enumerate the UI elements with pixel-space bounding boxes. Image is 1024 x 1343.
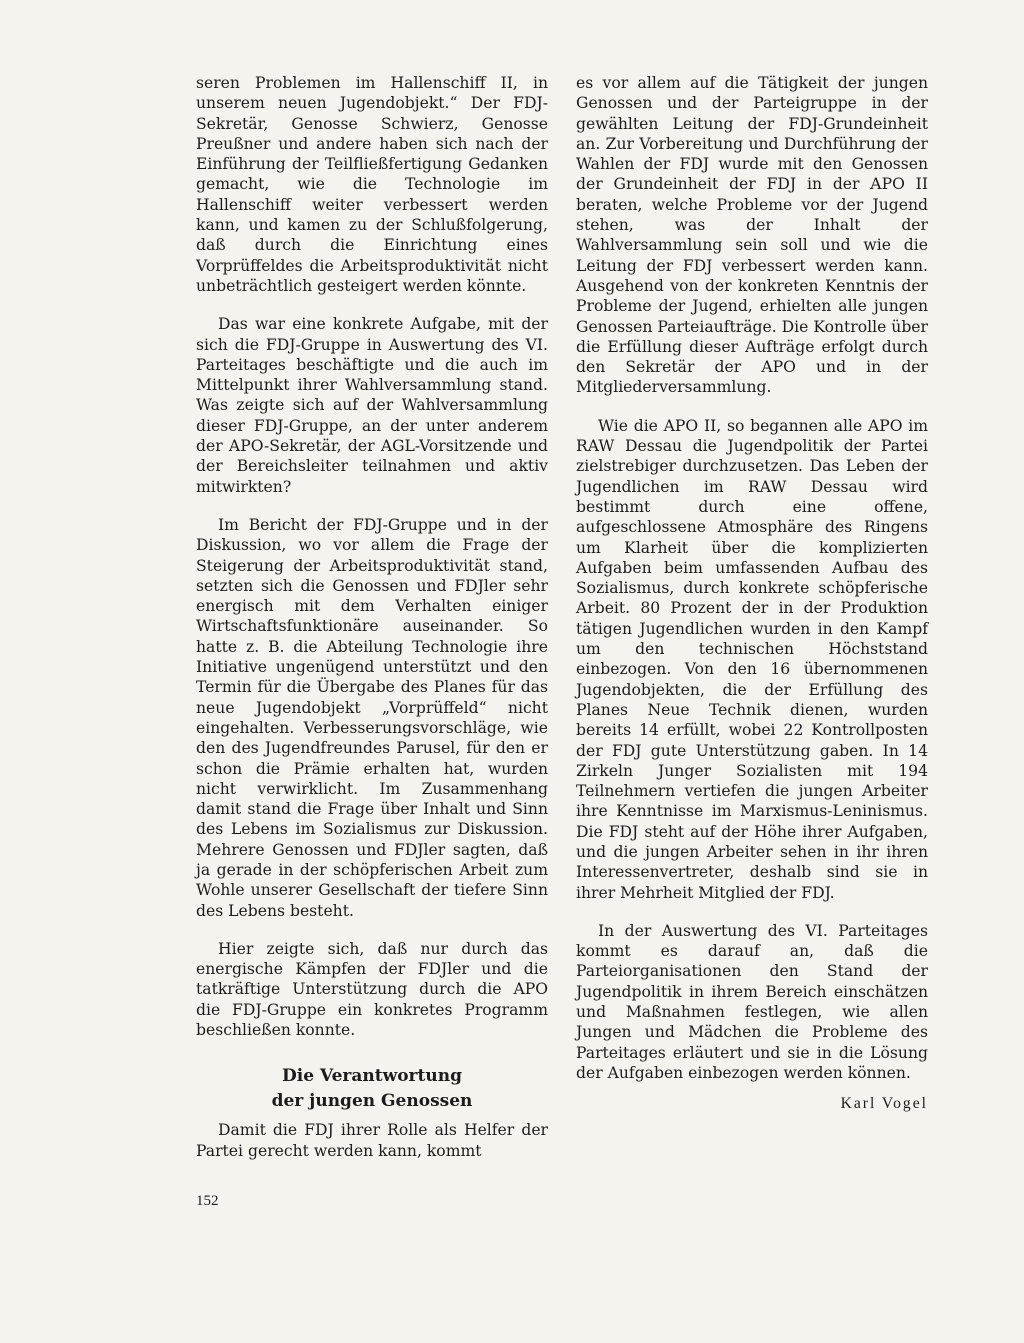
left-paragraph-2: Das war eine konkrete Aufgabe, mit der sich die FDJ-Gruppe in Auswertung des VI. Parteitages beschäftigte und die auch im Mittelpunkt ihrer Wahlversammlung stand. Was zeigte sich auf der Wahlversammlung dieser FDJ-Gruppe, an der unter anderem der APO-Sekretär, der AGL-Vorsitzende und der Bereichsleiter teilnahmen und aktiv mitwirkten? [196, 315, 548, 496]
page-number: 152 [196, 1193, 219, 1209]
right-paragraph-1: es vor allem auf die Tätigkeit der jungen Genossen und der Parteigruppe in der gewählten Leitung der FDJ-Grundeinheit an. Zur Vorbereitung und Durchführung der Wahlen der FDJ wurde mit den Genossen der Grundeinheit der FDJ in der APO II beraten, welche Probleme vor der Jugend stehen, was der Inhalt der Wahlversammlung sein soll und wie die Leitung der FDJ verbessert werden kann. Ausgehend von der konkreten Kenntnis der Probleme der Jugend, erhielten alle jungen Genossen Parteiaufträge. Die Kontrolle über die Erfüllung dieser Aufträge erfolgt durch den Sekretär der APO und in der Mitgliederversammlung. [576, 74, 928, 397]
section-heading [196, 1064, 548, 1114]
right-paragraph-3: In der Auswertung des VI. Parteitages kommt es darauf an, daß die Parteiorganisationen den Stand der Jugendpolitik in ihrem Bereich einschätzen und Maßnahmen festlegen, wie allen Jungen und Mädchen die Probleme des Parteitages erläutert und sie in die Lösung der Aufgaben einbezogen werden können. [576, 921, 928, 1082]
left-paragraph-5: Damit die FDJ ihrer Rolle als Helfer der Partei gerecht werden kann, kommt [196, 1121, 548, 1160]
left-column [196, 73, 548, 1161]
left-paragraph-4: Hier zeigte sich, daß nur durch das energische Kämpfen der FDJler und die tatkräftige Unterstützung durch die APO die FDJ-Gruppe ein konkretes Programm beschließen konnte. [196, 939, 548, 1040]
right-paragraph-2: Wie die APO II, so begannen alle APO im RAW Dessau die Jugendpolitik der Partei zielstrebiger durchzusetzen. Das Leben der Jugendlichen im RAW Dessau wird bestimmt durch eine offene, aufgeschlossene Atmosphäre des Ringens um Klarheit über die komplizierten Aufgaben beim umfassenden Aufbau des Sozialismus, durch konkrete schöpferische Arbeit. 80 Prozent der in der Produktion tätigen Jugendlichen wurden in den Kampf um den technischen Höchststand einbezogen. Von den 16 übernommenen Jugendobjekten, die der Erfüllung des Planes Neue Technik dienen, wurden bereits 14 erfüllt, wobei 22 Kontrollposten der FDJ gute Unterstützung gaben. In 14 Zirkeln Junger Sozialisten mit 194 Teilnehmern vertiefen die jungen Arbeiter ihre Kenntnisse im Marxismus-Leninismus. Die FDJ steht auf der Höhe ihrer Aufgaben, und die jungen Arbeiter sehen in ihr ihren Interessenvertreter, deshalb sind sie in ihrer Mehrheit Mitglied der FDJ. [576, 416, 928, 902]
left-paragraph-3: Im Bericht der FDJ-Gruppe und in der Diskussion, wo vor allem die Frage der Steigerung der Arbeitsproduktivität stand, setzten sich die Genossen und FDJler sehr energisch mit dem Verhalten einiger Wirtschaftsfunktionäre auseinander. So hatte z. B. die Abteilung Technologie ihre Initiative ungenügend unterstützt und den Termin für die Übergabe des Planes für das neue Jugendobjekt „Vorprüffeld“ nicht eingehalten. Verbesserungsvorschläge, wie den des Jugendfreundes Parusel, für den er schon die Prämie erhalten hat, wurden nicht verwirklicht. Im Zusammenhang damit stand die Frage über Inhalt und Sinn des Lebens im Sozialismus zur Diskussion. Mehrere Genossen und FDJler sagten, daß ja gerade in der schöpferischen Arbeit zum Wohle unserer Gesellschaft der tiefere Sinn des Lebens besteht. [196, 515, 548, 920]
section-heading-line-1: Die Verantwortung [282, 1066, 462, 1087]
right-column [576, 73, 928, 1113]
section-heading-line-2: der jungen Genossen [271, 1091, 473, 1112]
left-paragraph-1: seren Problemen im Hallenschiff II, in unserem neuen Jugendobjekt.“ Der FDJ-Sekretär, Genosse Schwierz, Genosse Preußner und andere haben sich nach der Einführung der Teilfließfertigung Gedanken gemacht, wie die Technologie im Hallenschiff weiter verbessert werden kann, und kamen zu der Schlußfolgerung, daß durch die Einrichtung eines Vorprüffeldes die Arbeitsproduktivität nicht unbeträchtlich gesteigert werden könnte. [196, 74, 548, 295]
author-signature: Karl Vogel [840, 1095, 928, 1113]
